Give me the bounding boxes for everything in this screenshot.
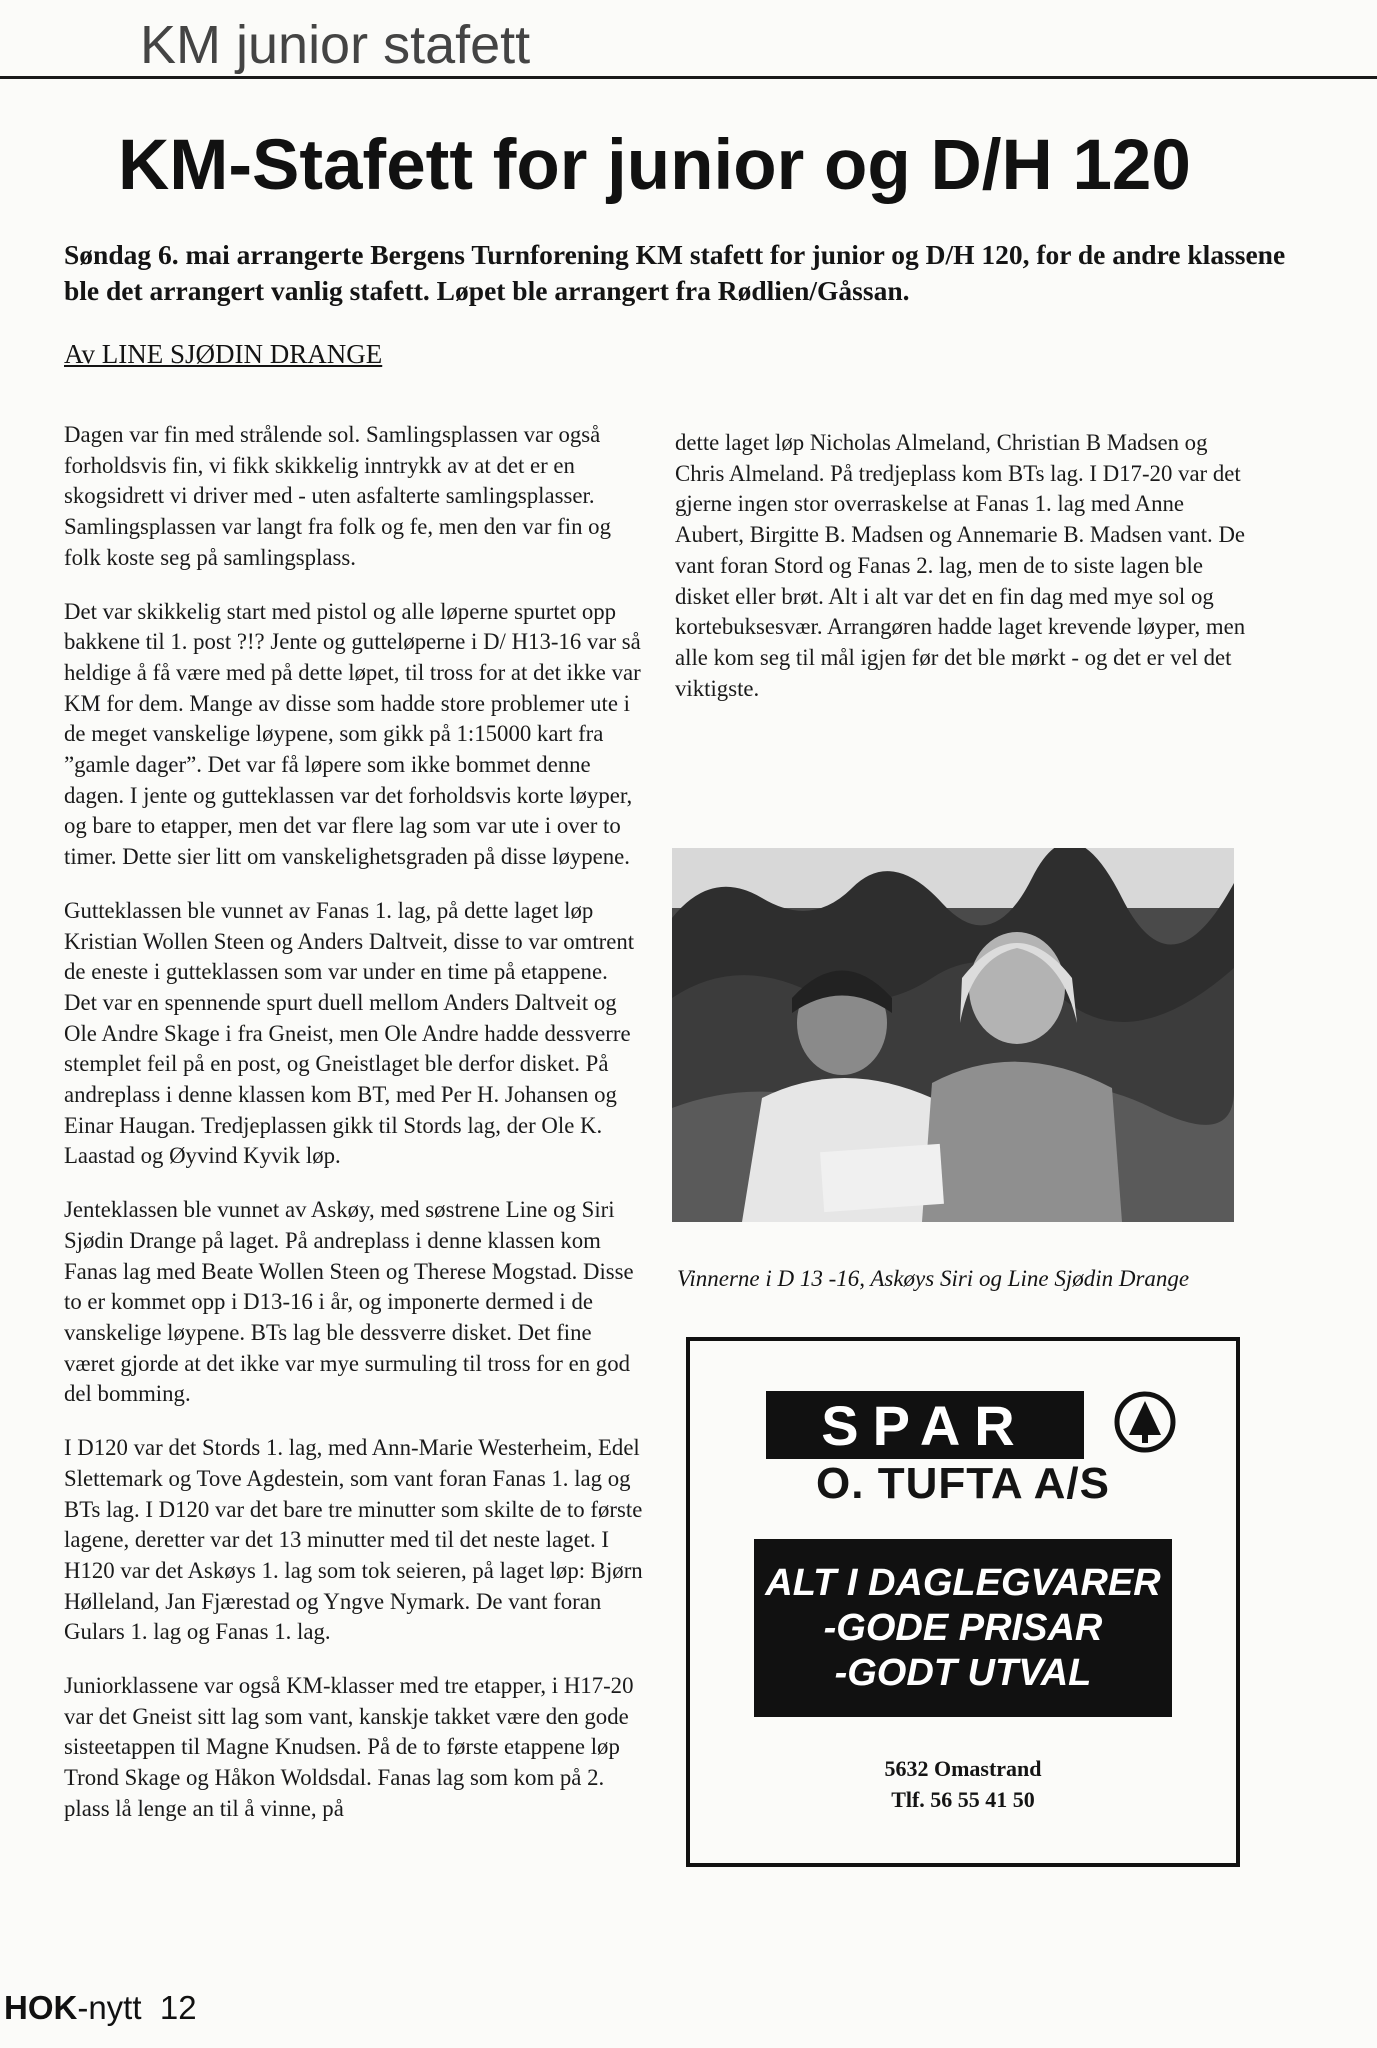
page-number: 12 (159, 1989, 197, 2026)
ad-company-name: O. TUFTA A/S (816, 1459, 1110, 1508)
spar-advertisement (686, 1337, 1240, 1867)
section-header: KM junior stafett (140, 15, 531, 75)
paragraph: Det var skikkelig start med pistol og alle løperne spurtet opp bakkene til 1. post ?!? Jente og gutteløperne i D/ H13-16 var så heldige å få være med på dette løpet, til tross for at det ikke var KM for dem. Mange av disse som hadde store problemer ute i de meget vanskelige løypene, som gikk på 1:15000 kart fra ”gamle dager”. Det var få løpere som ikke bommet denne dagen. I jente og gutteklassen var det forholdsvis korte løyper, og bare to etapper, men det var flere lag som var ute i over to timer. Dette sier litt om vanskelighetsgraden på disse løypene. (64, 598, 641, 870)
ad-contact (690, 1753, 1236, 1815)
footer-brand-rest: -nytt (77, 1989, 142, 2026)
paragraph: dette laget løp Nicholas Almeland, Christian B Madsen og Chris Almeland. På tredjeplass kom BTs lag. I D17-20 var det gjerne ingen stor overraskelse at Fanas 1. lag med Anne Aubert, Birgitte B. Madsen og Annemarie B. Madsen vant. De vant foran Stord og Fanas 2. lag, men de to siste lagen ble disket eller brøt. Alt i alt var det en fin dag med mye sol og kortebuksesvær. Arrangøren hadde laget krevende løyper, men alle kom seg til mål igjen før det ble mørkt - og det er vel det viktigste. (675, 430, 1246, 701)
paragraph: Dagen var fin med strålende sol. Samlingsplassen var også forholdsvis fin, vi fikk skikkelig inntrykk av at det er en skogsidrett vi driver med - uten asfalterte samlingsplasser. Samlingsplassen var langt fra folk og fe, men den var fin og folk koste seg på samlingsplass. (64, 422, 611, 570)
ad-phone: Tlf. 56 55 41 50 (891, 1787, 1035, 1812)
photo-caption: Vinnerne i D 13 -16, Askøys Siri og Line Sjødin Drange (677, 1266, 1190, 1291)
paragraph: Gutteklassen ble vunnet av Fanas 1. lag, på dette laget løp Kristian Wollen Steen og Anders Daltveit, disse to var omtrent de eneste i gutteklassen som var under en time på etappene. Det var en spennende spurt duell mellom Anders Daltveit og Ole Andre Skage i fra Gneist, men Ole Andre hadde dessverre stemplet feil på en post, og Gneistlaget ble derfor disket. På andreplass i denne klassen kom BT, med Per H. Johansen og Einar Haugan. Tredjeplassen gikk til Stords lag, der Ole K. Laastad og Øyvind Kyvik løp. (64, 897, 635, 1169)
spar-tree-icon (1114, 1391, 1176, 1453)
paragraph: I D120 var det Stords 1. lag, med Ann-Marie Westerheim, Edel Slettemark og Tove Agdestein, som vant foran Fanas 1. lag og BTs lag. I D120 var det bare tre minutter som skilte de to første lagene, deretter var det 13 minutter med til det neste laget. I H120 var det Askøys 1. lag som tok seieren, på laget løp: Bjørn Hølleland, Jan Fjærestad og Yngve Nymark. De vant foran Gulars 1. lag og Fanas 1. lag. (64, 1435, 643, 1645)
ad-slogan-line: -GODE PRISAR (823, 1606, 1103, 1649)
ad-slogan-box (754, 1539, 1172, 1717)
paragraph: Jenteklassen ble vunnet av Askøy, med søstrene Line og Siri Sjødin Drange på laget. På andreplass i denne klassen kom Fanas lag med Beate Wollen Steen og Therese Mogstad. Disse to er kommet opp i D13-16 i år, og imponerte dermed i de vanskelige løypene. BTs lag ble dessverre disket. Det fine været gjorde at det ikke var mye surmuling til tross for en god del bomming. (64, 1197, 634, 1407)
ad-address: 5632 Omastrand (884, 1756, 1042, 1781)
ad-slogan-line: -GODT UTVAL (834, 1651, 1092, 1694)
page-footer (4, 1989, 197, 2027)
article-byline: Av LINE SJØDIN DRANGE (64, 339, 383, 369)
right-column (675, 428, 1255, 727)
article-lead: Søndag 6. mai arrangerte Bergens Turnforening KM stafett for junior og D/H 120, for de andre klassene ble det arrangert vanlig stafett. Løpet ble arrangert fra Rødlien/Gåssan. (64, 239, 1286, 306)
paragraph: Juniorklassene var også KM-klasser med tre etapper, i H17-20 var det Gneist sitt lag som vant, kanskje takket være den gode sisteetappen til Magne Knudsen. På de to første etappene løp Trond Skage og Håkon Woldsdal. Fanas lag som kom på 2. plass lå lenge an til å vinne, på (64, 1673, 634, 1821)
spar-logo: SPAR (766, 1391, 1084, 1459)
ad-slogan-line: ALT I DAGLEGVARER (765, 1561, 1161, 1604)
left-column (64, 420, 644, 1848)
winners-photo (672, 848, 1234, 1222)
footer-brand-bold: HOK (4, 1989, 78, 2026)
article-title: KM-Stafett for junior og D/H 120 (118, 126, 1191, 205)
header-rule (0, 76, 1377, 79)
